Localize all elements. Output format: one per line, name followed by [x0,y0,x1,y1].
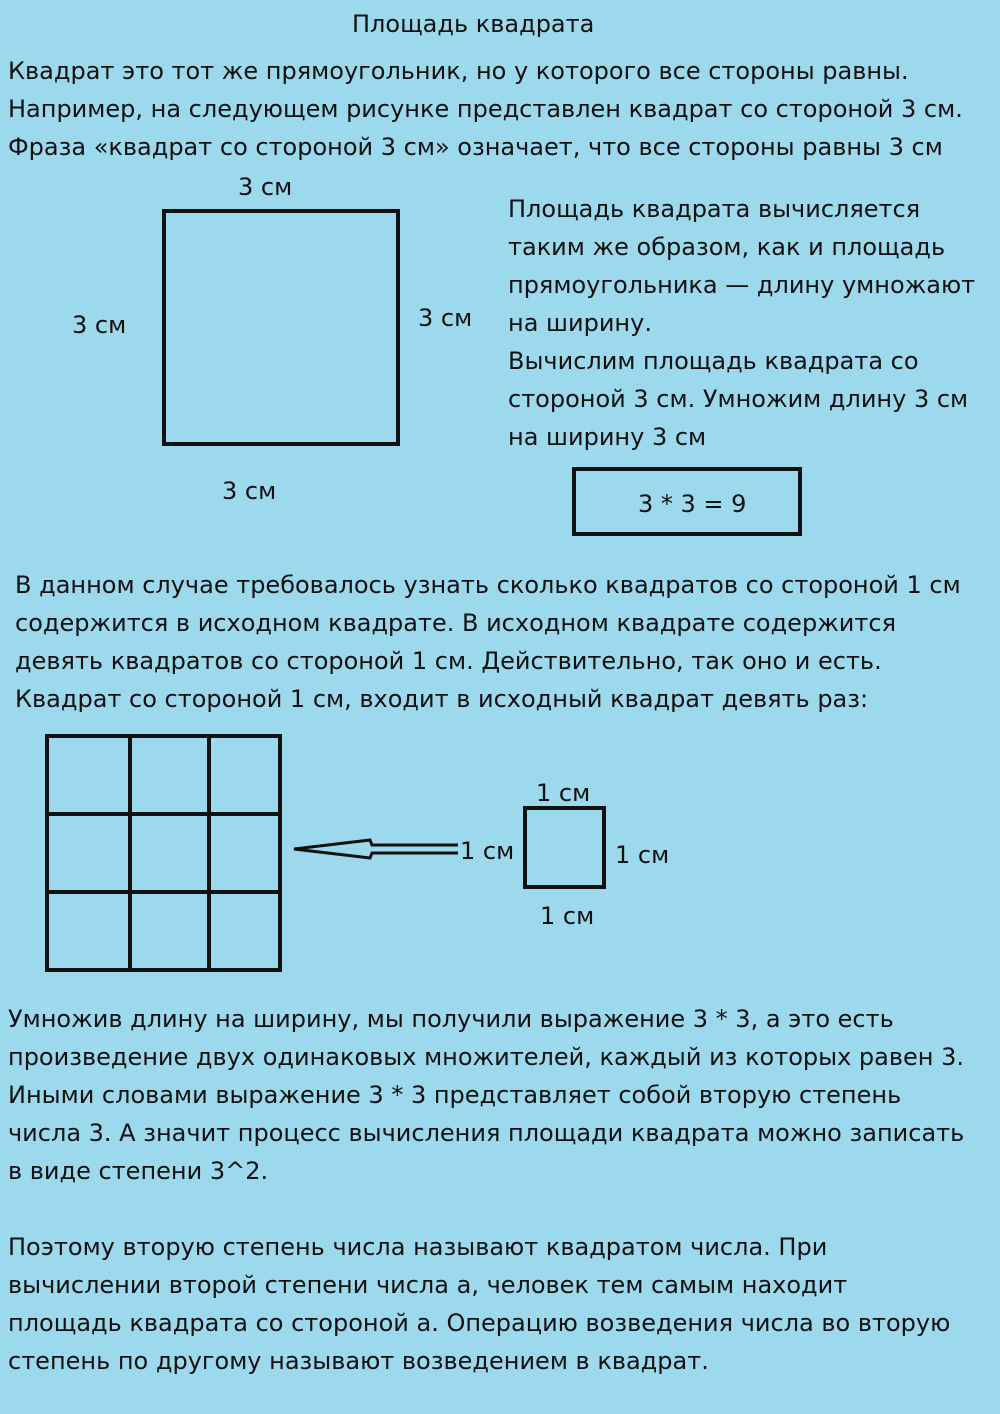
text-line: площадь квадрата со стороной a. Операцию возведения числа во вторую [8,1309,951,1337]
text-line: Квадрат это тот же прямоугольник, но у которого все стороны равны. [8,57,909,85]
side-label-left: 1 см [460,837,515,865]
text-line: на ширину. [508,309,652,337]
side-label-bottom: 3 см [222,477,277,505]
paragraph-squaring [8,1228,950,1380]
grid-line-vertical [207,734,211,972]
formula-text: 3 * 3 = 9 [638,490,747,518]
grid-line-vertical [128,734,132,972]
grid-outline [45,734,282,972]
square-3cm [162,209,400,446]
text-line: Например, на следующем рисунке представлен квадрат со стороной 3 см. [8,95,963,123]
grid-line-horizontal [45,812,282,816]
paragraph-nine-squares [15,566,961,718]
text-line: в виде степени 3^2. [8,1157,269,1185]
text-line: стороной 3 см. Умножим длину 3 см [508,385,969,413]
side-label-right: 3 см [418,304,473,332]
side-label-left: 3 см [72,311,127,339]
grid-line-horizontal [45,890,282,894]
arrow-left-icon [288,832,460,866]
text-line: Квадрат со стороной 1 см, входит в исходный квадрат девять раз: [15,685,869,713]
square-1cm [523,806,606,889]
explanation-paragraph [508,190,975,456]
intro-paragraph [8,52,963,166]
text-line: вычислении второй степени числа a, человек тем самым находит [8,1271,848,1299]
text-line: числа 3. А значит процесс вычисления площади квадрата можно записать [8,1119,965,1147]
side-label-right: 1 см [615,841,670,869]
text-line: Иными словами выражение 3 * 3 представляет собой вторую степень [8,1081,902,1109]
text-line: Фраза «квадрат со стороной 3 см» означает, что все стороны равны 3 см [8,133,943,161]
text-line: содержится в исходном квадрате. В исходном квадрате содержится [15,609,897,637]
text-line: произведение двух одинаковых множителей, каждый из которых равен 3. [8,1043,964,1071]
text-line: Вычислим площадь квадрата со [508,347,919,375]
text-line: прямоугольника — длину умножают [508,271,976,299]
page-title: Площадь квадрата [352,10,595,38]
side-label-bottom: 1 см [540,902,595,930]
text-line: таким же образом, как и площадь [508,233,946,261]
side-label-top: 3 см [238,173,293,201]
text-line: Умножив длину на ширину, мы получили выражение 3 * 3, а это есть [8,1005,894,1033]
text-line: Площадь квадрата вычисляется [508,195,921,223]
side-label-top: 1 см [536,779,591,807]
paragraph-power [8,1000,964,1190]
text-line: степень по другому называют возведением в квадрат. [8,1347,709,1375]
text-line: Поэтому вторую степень числа называют квадратом числа. При [8,1233,828,1261]
text-line: В данном случае требовалось узнать сколько квадратов со стороной 1 см [15,571,961,599]
text-line: девять квадратов со стороной 1 см. Действительно, так оно и есть. [15,647,882,675]
text-line: на ширину 3 см [508,423,707,451]
